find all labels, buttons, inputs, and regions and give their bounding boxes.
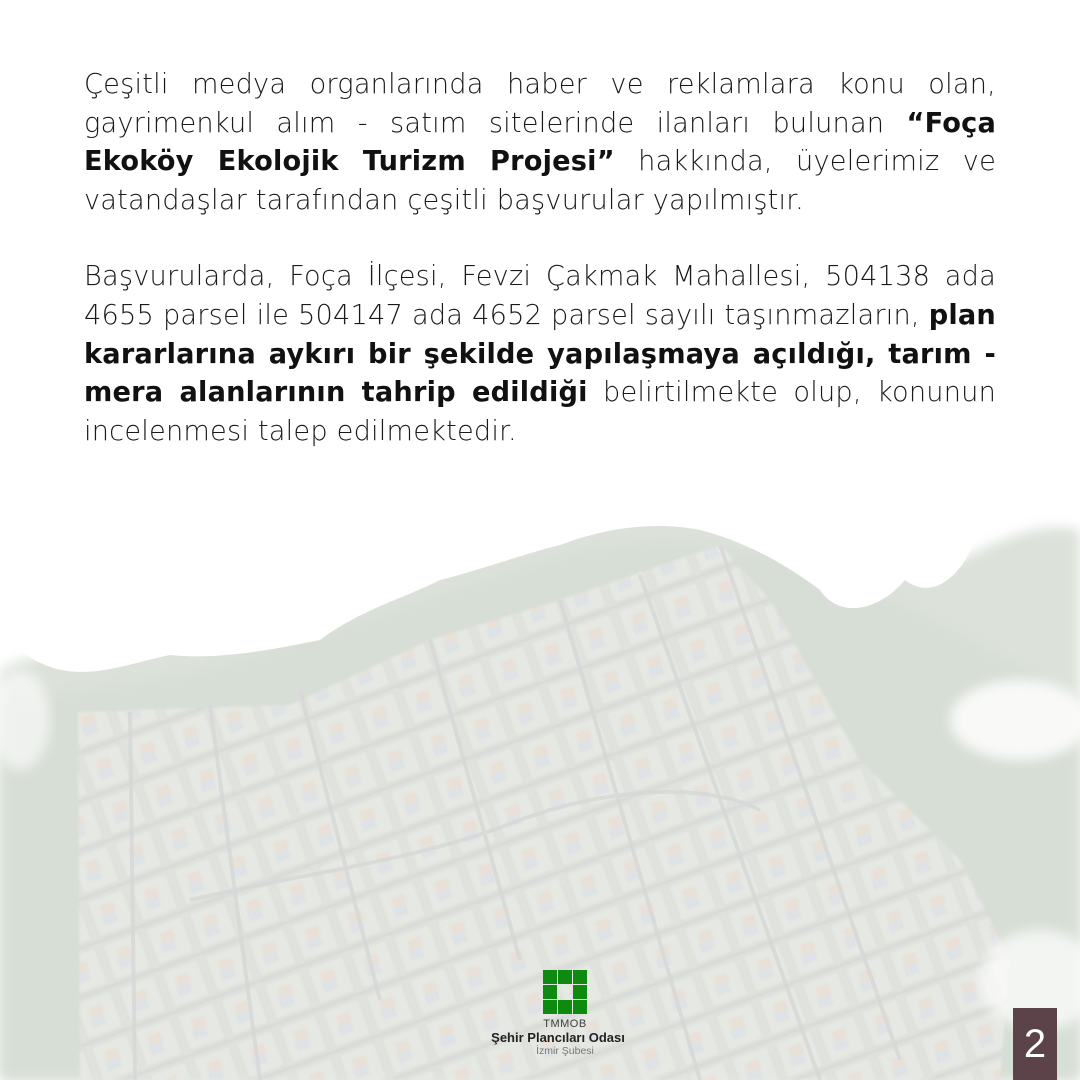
body-text: [84, 66, 996, 451]
project-name-bold: “Foça Ekoköy Ekolojik Turizm Projesi”: [84, 107, 996, 178]
logo-branch: İzmir Şubesi: [536, 1045, 594, 1057]
paragraph-1: [84, 66, 996, 220]
page-number-badge: [1013, 1008, 1057, 1080]
logo-org: TMMOB: [543, 1018, 587, 1030]
tmmob-logo: [490, 970, 640, 1057]
paragraph-1-text: Çeşitli medya organlarında haber ve reklamlara konu olan, gayrimenkul alım - satım sitelerinde ilanları bulunan: [84, 69, 996, 139]
paragraph-2: [84, 258, 996, 451]
paragraph-2-text-end: belirtilmekte olup, konunun incelenmesi talep edilmektedir.: [84, 377, 996, 447]
logo-chamber: Şehir Plancıları Odası: [491, 1030, 625, 1045]
claim-bold: plan kararlarına aykırı bir şekilde yapılaşmaya açıldığı, tarım - mera alanlarının tahrip edildiği: [84, 299, 996, 409]
paragraph-1-text-end: hakkında, üyelerimiz ve vatandaşlar tarafından çeşitli başvurular yapılmıştır.: [84, 146, 996, 216]
logo-grid-icon: [543, 970, 587, 1014]
paragraph-2-text: Başvurularda, Foça İlçesi, Fevzi Çakmak Mahallesi, 504138 ada 4655 parsel ile 504147 ada 4652 parsel sayılı taşınmazların,: [84, 261, 996, 331]
page-number: 2: [1023, 1021, 1047, 1066]
